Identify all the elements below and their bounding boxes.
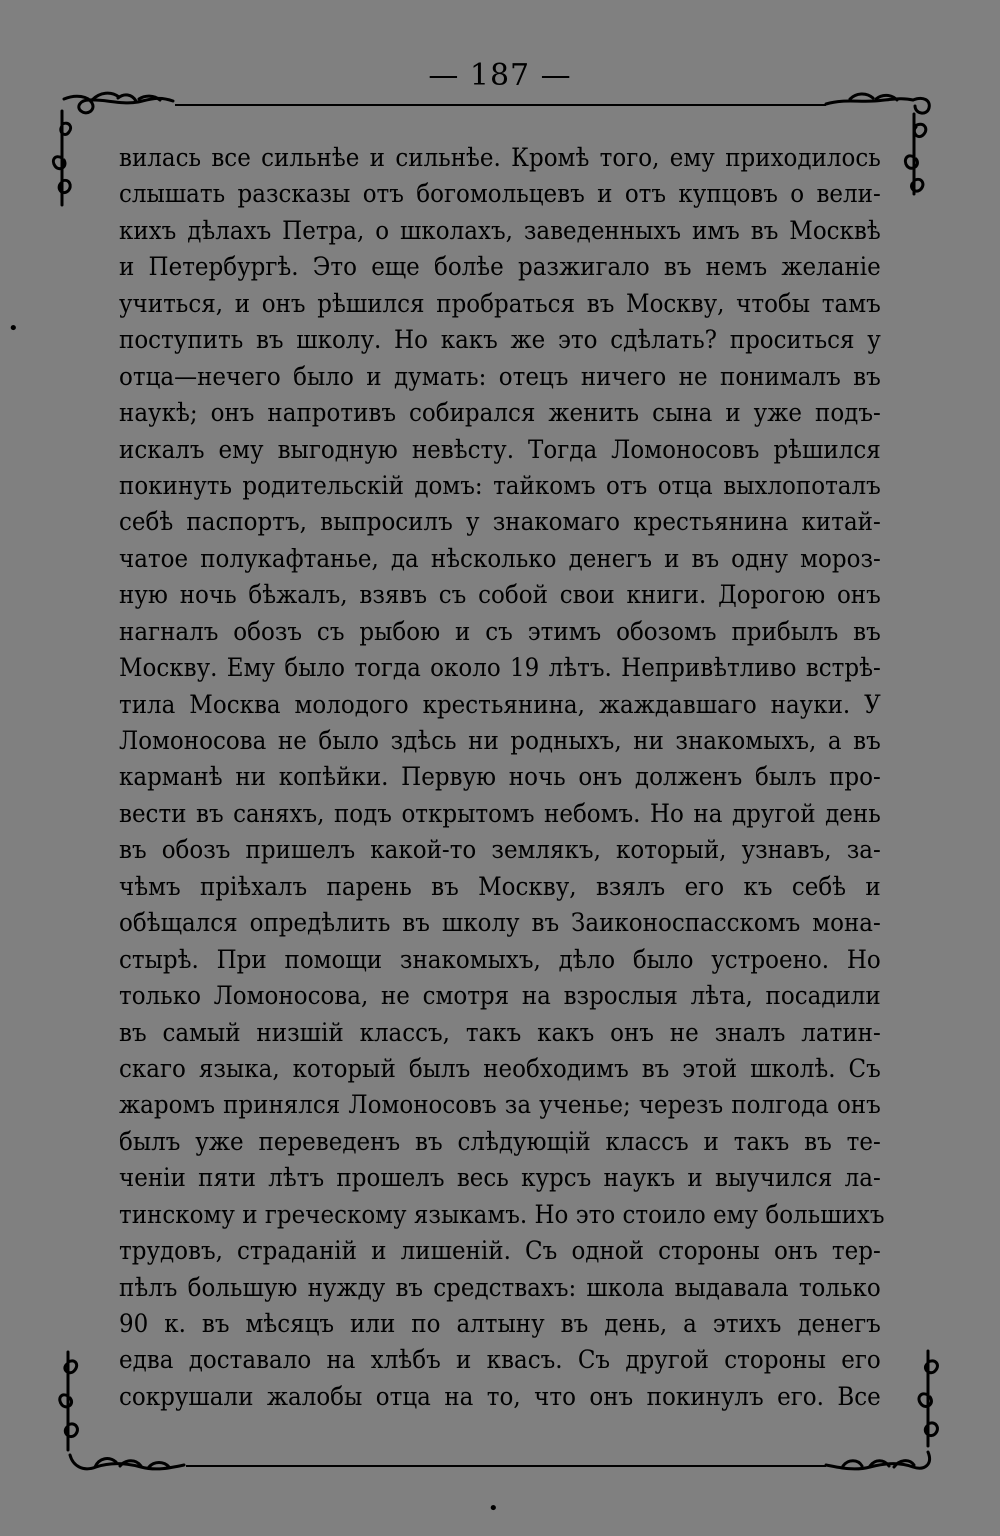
- text-line: слышать разсказы отъ богомольцевъ и отъ купцовъ о вели-: [119, 179, 881, 209]
- text-line: только Ломоносова, не смотря на взрослыя лѣта, посадили: [119, 981, 881, 1011]
- text-line: себѣ паспортъ, выпросилъ у знакомаго крестьянина китай-: [119, 507, 881, 537]
- text-line: трудовъ, страданій и лишеній. Съ одной стороны онъ тер-: [119, 1236, 881, 1266]
- text-line: отца—нечего было и думать: отецъ ничего не понималъ въ: [119, 361, 881, 391]
- stray-mark-left: •: [8, 318, 19, 339]
- text-line: покинуть родительскій домъ: тайкомъ отъ отца выхлопоталъ: [119, 470, 881, 500]
- text-line: поступить въ школу. Но какъ же это сдѣлать? проситься у: [119, 325, 881, 355]
- text-line: сокрушали жалобы отца на то, что онъ покинулъ его. Все: [119, 1381, 881, 1411]
- page-body-text: [119, 140, 885, 1415]
- text-line: искалъ ему выгодную невѣсту. Тогда Ломоносовъ рѣшился: [119, 434, 881, 464]
- page-number: — 187 —: [428, 58, 572, 93]
- text-line: ченіи пяти лѣтъ прошелъ весь курсъ наукъ и выучился ла-: [119, 1163, 881, 1193]
- text-line: тила Москва молодого крестьянина, жаждавшаго науки. У: [119, 689, 881, 719]
- text-line: жаромъ принялся Ломоносовъ за ученье; черезъ полгода онъ: [119, 1090, 881, 1120]
- text-line: тинскому и греческому языкамъ. Но это стоило ему большихъ: [119, 1199, 885, 1229]
- text-line: ную ночь бѣжалъ, взявъ съ собой свои книги. Дорогою онъ: [119, 580, 881, 610]
- text-line: вести въ саняхъ, подъ открытомъ небомъ. Но на другой день: [119, 798, 881, 828]
- text-line: карманѣ ни копѣйки. Первую ночь онъ долженъ былъ про-: [119, 762, 881, 792]
- text-line: въ обозъ пришелъ какой-то землякъ, который, узнавъ, за-: [119, 835, 881, 865]
- text-line: учиться, и онъ рѣшился пробраться въ Москву, чтобы тамъ: [119, 288, 881, 318]
- text-line: пѣлъ большую нужду въ средствахъ: школа выдавала только: [119, 1272, 881, 1302]
- text-line: стырѣ. При помощи знакомыхъ, дѣло было устроено. Но: [119, 944, 881, 974]
- text-line: обѣщался опредѣлить въ школу въ Заиконоспасскомъ мона-: [119, 908, 881, 938]
- text-line: чѣмъ пріѣхалъ парень въ Москву, взялъ его къ себѣ и: [119, 871, 881, 901]
- text-line: кихъ дѣлахъ Петра, о школахъ, заведенныхъ имъ въ Москвѣ: [119, 215, 881, 245]
- text-line: и Петербургѣ. Это еще болѣе разжигало въ немъ желаніе: [119, 252, 881, 282]
- text-line: Москву. Ему было тогда около 19 лѣтъ. Непривѣтливо встрѣ-: [119, 653, 881, 683]
- text-line: нагналъ обозъ съ рыбою и съ этимъ обозомъ прибылъ въ: [119, 616, 881, 646]
- text-line: Ломоносова не было здѣсь ни родныхъ, ни знакомыхъ, а въ: [119, 726, 881, 755]
- text-line: наукѣ; онъ напротивъ собирался женить сына и уже подъ-: [119, 398, 881, 428]
- text-line: былъ уже переведенъ въ слѣдующій классъ и такъ въ те-: [119, 1126, 881, 1156]
- text-line: въ самый низшій классъ, такъ какъ онъ не зналъ латин-: [119, 1017, 881, 1047]
- text-line: 90 к. въ мѣсяцъ или по алтыну въ день, а этихъ денегъ: [119, 1309, 881, 1338]
- stray-mark-bottom: •: [488, 1498, 499, 1519]
- text-line: вилась все сильнѣе и сильнѣе. Кромѣ того, ему приходилось: [119, 143, 881, 172]
- text-line: скаго языка, который былъ необходимъ въ этой школѣ. Съ: [119, 1053, 881, 1083]
- text-line: чатое полукафтанье, да нѣсколько денегъ и въ одну мороз-: [119, 543, 881, 573]
- text-line: едва доставало на хлѣбъ и квасъ. Съ другой стороны его: [119, 1345, 881, 1375]
